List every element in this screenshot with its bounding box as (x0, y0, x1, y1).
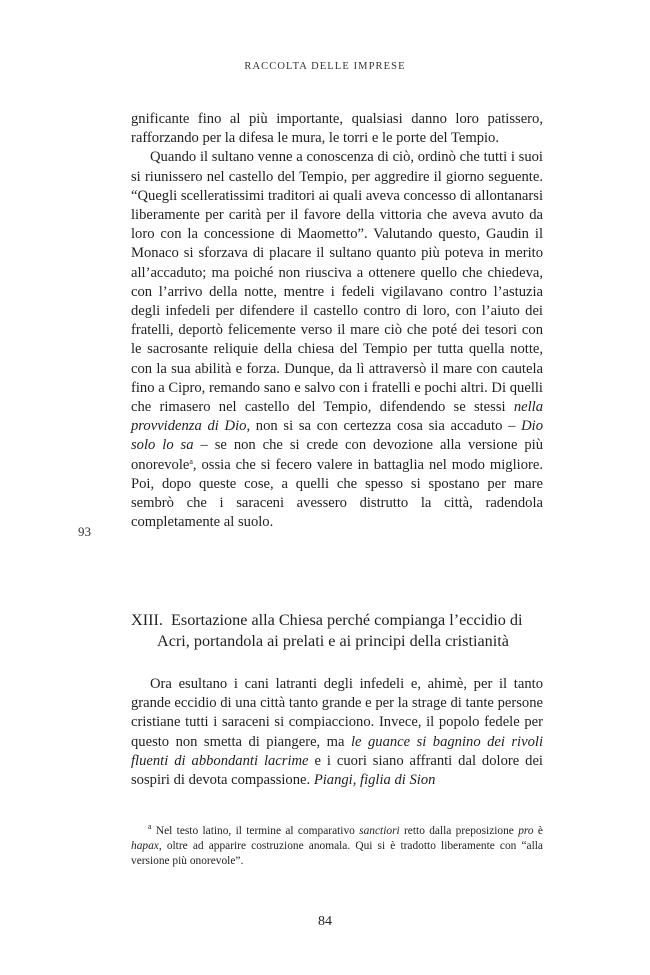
main-text (131, 110, 543, 532)
paragraph-1: gnificante fino al più importante, qualsiasi danno loro patissero, rafforzando per la difesa le mura, le torri e le porte del Tempio. (131, 111, 543, 147)
page-number: 84 (318, 914, 332, 929)
main-text-2 (131, 675, 543, 790)
paragraph-2: Quando il sultano venne a conoscenza di ciò, ordinò che tutti i suoi si riunissero nel castello del Tempio, per aggredire il giorno seguente. “Quegli scelleratissimi traditori ai quali aveva concesso di allontanarsi liberamente per carità per il favore della vittoria che aveva avuto da loro con la concessione di Maometto”. Valutando questo, Gaudin il Monaco si sforzava di placare il sultano quanto più poteva in merito all’accaduto; ma poiché non riusciva a ottenere quello che chiedeva, con l’arrivo della notte, mentre i fedeli vigilavano contro l’astuzia degli infedeli per difendere il castello contro di loro, con l’aiuto dei fratelli, deportò felicemente verso il mare ciò che poté dei tesori con le sacrosante reliquie della chiesa del Tempio per tutta quella notte, con la sua abilità e forza. Dunque, da lì attraversò il mare con cautela fino a Cipro, remando sano e salvo con i fratelli e pochi altri. Di quelli che rimasero nel castello del Tempio, difendendo se stessi nella provvidenza di Dio, non si sa con certezza cosa sia accaduto – Dio solo lo sa – se non che si crede con devozione alla versione più onorevole$^a$, ossia che si fecero valere in battaglia nel modo migliore. Poi, dopo queste cose, a quelli che spesso si spostano per mare sembrò che i saraceni avessero distrutto la città, radendola completamente al suolo. (131, 149, 544, 531)
footnote-ref: a (189, 456, 193, 466)
running-head: RACCOLTA DELLE IMPRESE (244, 61, 406, 72)
section-heading: XIII. Esortazione alla Chiesa perché compianga l’eccidio di Acri, portandola ai prelati e ai principi della cristianità (131, 611, 523, 650)
margin-number: 93 (78, 524, 91, 539)
paragraph-3: Ora esultano i cani latranti degli infedeli e, ahimè, per il tanto grande eccidio di una città tanto grande e per la strage di tante persone cristiane tutti i saraceni si compiacciono. Invece, il popolo fedele per questo non smetta di piangere, ma le guance si bagnino dei rivoli fluenti di abbondanti lacrime e i cuori siano affranti dal dolore dei sospiri di devota compassione. Piangi, figlia di Sion (131, 676, 543, 789)
footnote: $^a$ Nel testo latino, il termine al comparativo sanctiori retto dalla preposizione pro è hapax, oltre ad apparire costruzione anomala. Qui si è tradotto liberamente con “alla versione più onorevole”. (131, 822, 543, 868)
